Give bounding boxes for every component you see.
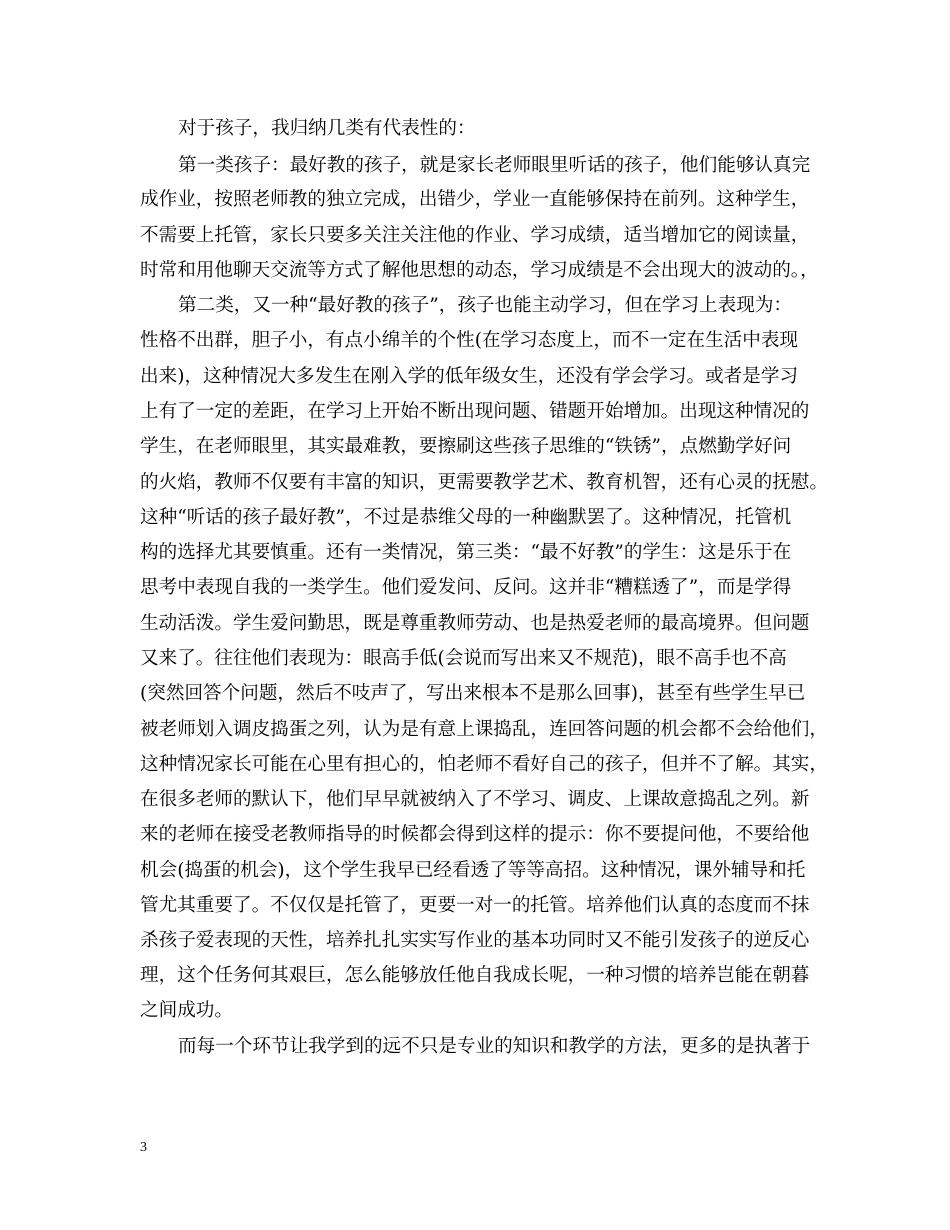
page-number: 3 (140, 1140, 147, 1155)
text-line: 成作业，按照老师教的独立完成，出错少，学业一直能够保持在前列。这种学生， (140, 189, 810, 210)
text-line: 思考中表现自我的一类学生。他们爱发问、反问。这并非“糟糕透了”，而是学得 (140, 577, 792, 598)
text-line: 而每一个环节让我学到的远不只是专业的知识和教学的方法，更多的是执著于 (178, 1036, 811, 1057)
text-line: 构的选择尤其要慎重。还有一类情况，第三类：“最不好教”的学生：这是乐于在 (140, 542, 792, 563)
text-line: 之间成功。 (140, 1000, 233, 1021)
text-line: 被老师划入调皮捣蛋之列，认为是有意上课捣乱，连回答问题的机会都不会给他们， (140, 719, 828, 740)
text-line: 理，这个任务何其艰巨，怎么能够放任他自我成长呢，一种习惯的培养岂能在朝暮 (140, 965, 810, 986)
text-line: 生动活泼。学生爱问勤思，既是尊重教师劳动、也是热爱老师的最高境界。但问题 (140, 613, 810, 634)
text-line: 不需要上托管，家长只要多关注关注他的作业、学习成绩，适当增加它的阅读量， (140, 225, 810, 246)
text-line: 出来)，这种情况大多发生在刚入学的低年级女生，还没有学会学习。或者是学习 (140, 366, 799, 387)
text-line: 杀孩子爱表现的天性，培养扎扎实实写作业的基本功同时又不能引发孩子的逆反心 (140, 930, 810, 951)
text-line: 的火焰，教师不仅要有丰富的知识，更需要教学艺术、教育机智，还有心灵的抚慰。 (140, 472, 828, 493)
text-line: 在很多老师的默认下，他们早早就被纳入了不学习、调皮、上课故意捣乱之列。新 (140, 789, 810, 810)
text-line: 上有了一定的差距，在学习上开始不断出现问题、错题开始增加。出现这种情况的 (140, 401, 810, 422)
text-line: 这种“听话的孩子最好教”，不过是恭维父母的一种幽默罢了。这种情况，托管机 (140, 507, 792, 528)
text-line: 时常和用他聊天交流等方式了解他思想的动态，学习成绩是不会出现大的波动的。， (140, 260, 819, 281)
text-line: 管尤其重要了。不仅仅是托管了，更要一对一的托管。培养他们认真的态度而不抹 (140, 895, 810, 916)
text-line: 又来了。往往他们表现为：眼高手低(会说而写出来又不规范)，眼不高手也不高 (140, 648, 787, 669)
text-line: 来的老师在接受老教师指导的时候都会得到这样的提示：你不要提问他，不要给他 (140, 824, 810, 845)
text-line: 性格不出群，胆子小，有点小绵羊的个性(在学习态度上，而不一定在生活中表现 (140, 330, 799, 351)
text-line: 学生，在老师眼里，其实最难教，要擦刷这些孩子思维的“铁锈”，点燃勤学好问 (140, 436, 792, 457)
text-line: 这种情况家长可能在心里有担心的，怕老师不看好自己的孩子，但并不了解。其实， (140, 754, 828, 775)
text-line: (突然回答个问题，然后不吱声了，写出来根本不是那么回事)，甚至有些学生早已 (140, 683, 806, 704)
text-line: 第一类孩子：最好教的孩子，就是家长老师眼里听话的孩子，他们能够认真完 (178, 155, 811, 176)
text-line: 第二类，又一种“最好教的孩子”，孩子也能主动学习，但在学习上表现为： (178, 295, 793, 316)
text-line: 对于孩子，我归纳几类有代表性的： (178, 118, 476, 139)
text-line: 机会(捣蛋的机会)，这个学生我早已经看透了等等高招。这种情况，课外辅导和托 (140, 860, 806, 881)
